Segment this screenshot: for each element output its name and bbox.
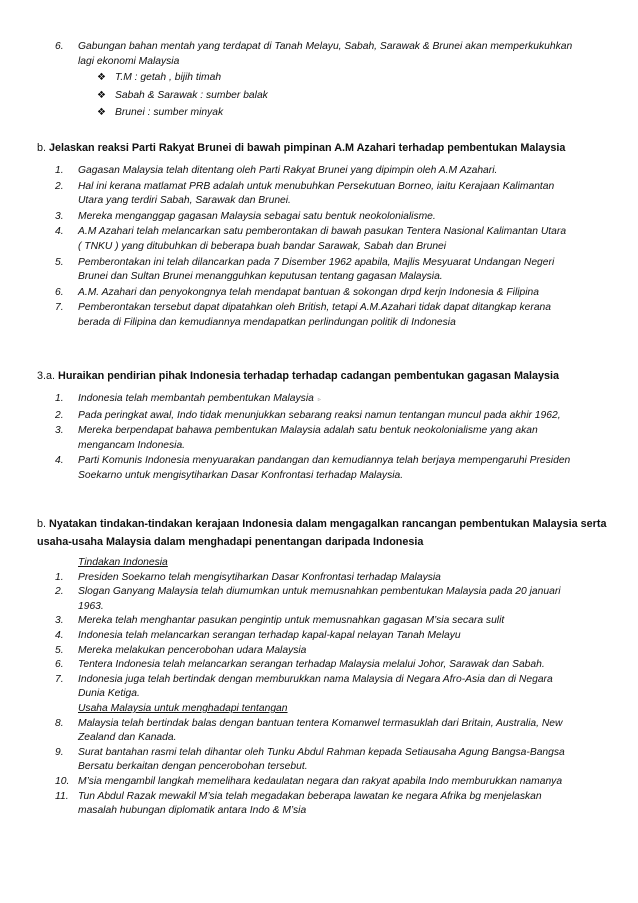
item-line: Gagasan Malaysia telah ditentang oleh Parti Rakyat Brunei yang dipimpin oleh A.M Azahari. [78, 165, 498, 176]
subheading-tindakan: Tindakan Indonesia [78, 557, 168, 568]
list-item [0, 673, 638, 702]
item-line: Mereka melakukan pencerobohan udara Malaysia [78, 644, 307, 656]
item-number: 6. [55, 41, 64, 52]
item-number: 5. [55, 256, 64, 268]
comment-mark-icon: ▹ [317, 397, 321, 403]
list-item [0, 301, 638, 330]
list-item [0, 424, 638, 453]
list-item [0, 790, 638, 819]
numbered-list [0, 392, 638, 484]
item-line: Parti Komunis Indonesia menyuarakan pandangan dan kemudiannya telah berjaya mempengaruhi Presiden [78, 455, 571, 467]
list-item [0, 629, 638, 644]
item-line: Gabungan bahan mentah yang terdapat di Tanah Melayu, Sabah, Sarawak & Brunei akan memperkukuhkan [78, 41, 573, 52]
item-line: Brunei dan Sultan Brunei menangguhkan keputusan tentang gagasan Malaysia. [78, 271, 443, 283]
item-line: Pemberontakan tersebut dapat dipatahkan oleh British, tetapi A.M.Azahari tidak dapat ditangkap kerana [78, 302, 552, 314]
section-heading [0, 141, 638, 156]
item-number: 10. [55, 775, 70, 787]
item-number: 3. [55, 615, 64, 627]
item-line: Malaysia telah bertindak balas dengan bantuan tentera Komanwel termasuklah dari Britain, Australia, New [78, 717, 563, 729]
section-heading [0, 517, 638, 532]
item-number: 4. [55, 226, 64, 238]
item-line: lagi ekonomi Malaysia [78, 55, 180, 67]
item-line: Hal ini kerana matlamat PRB adalah untuk menubuhkan Persekutuan Borneo, iaitu Kerajaan Kalimantan [78, 180, 555, 192]
section-heading [0, 369, 638, 384]
list-item [0, 164, 638, 179]
item-number: 6. [55, 286, 64, 298]
item-number: 7. [55, 302, 64, 314]
list-item [0, 571, 638, 586]
item-number: 9. [55, 746, 64, 758]
item-number: 4. [55, 629, 64, 641]
bullet-item [0, 89, 638, 104]
section-heading-line2: usaha-usaha Malaysia dalam menghadapi penentangan daripada Indonesia [37, 536, 424, 548]
diamond-bullet-icon: ❖ [97, 107, 106, 119]
item-line: 1963. [78, 600, 104, 612]
item-line-text: Indonesia telah membantah pembentukan Malaysia [78, 393, 314, 404]
item-line: Pada peringkat awal, Indo tidak menunjukkan sebarang reaksi namun tentangan muncul pada akhir 1962, [78, 409, 561, 421]
list-item [0, 409, 638, 424]
section-3a [0, 369, 638, 484]
item-line: Tentera Indonesia telah melancarkan serangan terhadap Malaysia melalui Johor, Sarawak dan Sabah. [78, 659, 545, 671]
section-3b [0, 517, 638, 819]
item-number: 6. [55, 659, 64, 671]
item-line: A.M. Azahari dan penyokongnya telah mendapat bantuan & sokongan drpd kerjn Indonesia & Filipina [78, 286, 539, 298]
item-line: Bersatu berkaitan dengan pencerobohan tersebut. [78, 761, 308, 773]
heading-prefix: b. [37, 142, 47, 154]
list-item [0, 454, 638, 483]
diamond-bullet-icon: ❖ [97, 89, 106, 101]
heading-prefix: b. [37, 518, 47, 530]
bullet-item [0, 106, 638, 121]
item-number: 8. [55, 717, 64, 729]
list-item [0, 392, 638, 408]
item-number: 5. [55, 644, 64, 656]
item-line: Tun Abdul Razak mewakil M’sia telah megadakan beberapa lawatan ke negara Afrika bg menjelaskan [78, 790, 542, 802]
section-2b [0, 141, 638, 331]
item-line: Pemberontakan ini telah dilancarkan pada 7 Disember 1962 apabila, Majlis Mesyuarat Undangan Negeri [78, 256, 555, 268]
item-line: M’sia mengambil langkah memelihara kedaulatan negara dan rakyat apabila Indo memburukkan namanya [78, 775, 563, 787]
item-line: masalah hubungan diplomatik antara Indo & M’sia [78, 805, 307, 817]
item-line: mengancam Indonesia. [78, 439, 186, 451]
list-item [0, 775, 638, 790]
list-item [0, 210, 638, 225]
section-2a-tail [0, 40, 638, 121]
list-item [0, 286, 638, 301]
numbered-list [0, 164, 638, 331]
item-number: 3. [55, 210, 64, 222]
item-line: Indonesia telah melancarkan serangan terhadap kapal-kapal nelayan Tanah Melayu [78, 629, 461, 641]
list-item [0, 746, 638, 775]
numbered-list [0, 571, 638, 702]
heading-text: Jelaskan reaksi Parti Rakyat Brunei di bawah pimpinan A.M Azahari terhadap pembentukan Malaysia [46, 142, 566, 154]
item-line: Mereka berpendapat bahawa pembentukan Malaysia adalah satu bentuk neokolonialisme yang akan [78, 425, 538, 437]
numbered-list [0, 40, 638, 69]
subheading-usaha: Usaha Malaysia untuk menghadapi tentangan [78, 702, 288, 714]
item-number: 4. [55, 455, 64, 467]
list-item [0, 658, 638, 673]
item-number: 2. [55, 409, 64, 421]
bullet-text: T.M : getah , bijih timah [115, 72, 222, 84]
heading-text: Nyatakan tindakan-tindakan kerajaan Indonesia dalam mengagalkan rancangan pembentukan Malaysia serta [46, 518, 607, 530]
list-item [0, 225, 638, 254]
item-line: berada di Filipina dan kemudiannya mendapatkan perlindungan politik di Indonesia [78, 316, 456, 328]
list-item [0, 717, 638, 746]
bullet-list [0, 71, 638, 121]
item-number: 1. [55, 393, 64, 404]
item-number: 7. [55, 673, 64, 685]
item-number: 2. [55, 586, 64, 598]
list-item [0, 585, 638, 614]
list-item [0, 644, 638, 659]
list-item [0, 614, 638, 629]
item-line: Surat bantahan rasmi telah dihantar oleh Tunku Abdul Rahman kepada Setiausaha Agung Bangsa-Bangsa [78, 746, 565, 758]
item-line: Dunia Ketiga. [78, 688, 140, 700]
bullet-text: Brunei : sumber minyak [115, 107, 224, 119]
item-line: Mereka telah menghantar pasukan pengintip untuk memusnahkan gagasan M’sia secara sulit [78, 615, 505, 627]
list-item [0, 180, 638, 209]
item-number: 2. [55, 180, 64, 192]
item-line: Presiden Soekarno telah mengisytiharkan Dasar Konfrontasi terhadap Malaysia [78, 571, 441, 583]
item-line: Slogan Ganyang Malaysia telah diumumkan untuk memusnahkan pembentukan Malaysia pada 20 januari [78, 586, 561, 598]
item-line [78, 392, 638, 408]
item-line: Mereka menganggap gagasan Malaysia sebagai satu bentuk neokolonialisme. [78, 210, 436, 222]
heading-prefix: 3.a. [37, 370, 56, 382]
item-line: Zealand dan Kanada. [78, 732, 177, 744]
diamond-bullet-icon: ❖ [97, 72, 106, 84]
list-item [0, 40, 638, 69]
item-number: 11. [55, 790, 69, 802]
bullet-item [0, 71, 638, 86]
heading-text: Huraikan pendirian pihak Indonesia terhadap terhadap cadangan pembentukan gagasan Malaysia [55, 370, 560, 382]
item-line: Soekarno untuk mengisytiharkan Dasar Konfrontasi terhadap Malaysia. [78, 469, 404, 481]
numbered-list [0, 717, 638, 819]
bullet-text: Sabah & Sarawak : sumber balak [115, 89, 268, 101]
item-line: Utara yang terdiri Sabah, Sarawak dan Brunei. [78, 195, 291, 207]
item-line: Indonesia juga telah bertindak dengan memburukkan nama Malaysia di Negara Afro-Asia dan di Negara [78, 673, 553, 685]
item-number: 1. [55, 165, 64, 176]
list-item [0, 256, 638, 285]
item-line: A.M Azahari telah melancarkan satu pemberontakan di bawah pasukan Tentera Nasional Kalimantan Utara [78, 226, 567, 238]
item-line: ( TNKU ) yang ditubuhkan di beberapa buah bandar Sarawak, Sabah dan Brunei [78, 240, 447, 252]
item-number: 3. [55, 425, 64, 437]
item-number: 1. [55, 571, 64, 583]
